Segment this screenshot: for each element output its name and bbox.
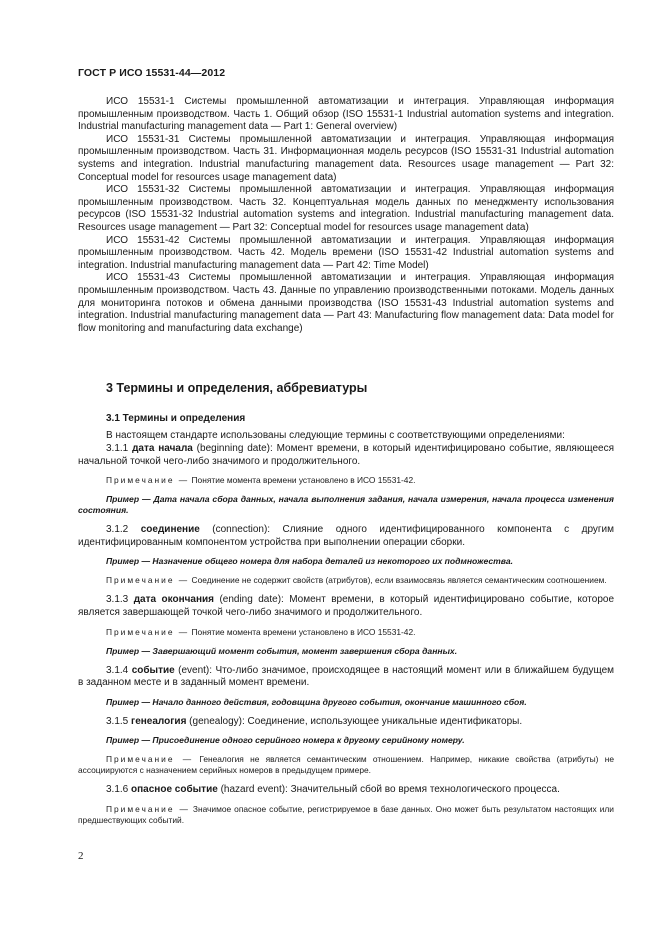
note-label: Примечание — [106, 626, 190, 637]
intro-paragraph: В настоящем стандарте использованы следующие термины с соответствующими определениями: [106, 430, 565, 442]
example: Пример — Присоединение одного серийного номера к другому серийному номеру. [106, 735, 465, 746]
term-definition: (beginning date): Момент времени, в который идентифицировано событие, являющееся начальной точкой чего-либо значимого и продолжительного. [78, 443, 614, 467]
document-body [78, 96, 614, 834]
term-ending-date [78, 594, 614, 619]
term-number: 3.1.5 [106, 715, 129, 727]
note-text: Значимое опасное событие, регистрируемое в базе данных. Оно может быть результатом настоящих или предшествующих событий. [78, 804, 614, 825]
term-beginning-date [78, 443, 614, 468]
reference-item: ИСО 15531-32 Системы промышленной автоматизации и интеграция. Управляющая информация промышленным производством. Часть 32. Концептуальная модель данных по менеджменту использования ресурсов (ISO 15531-32 Industrial automation systems and integration. Industrial manufacturing management data. Resources usage management — Part 32: Conceptual model for resources usage management data) [78, 184, 614, 233]
note-label: Примечание — [106, 804, 190, 814]
note [78, 627, 614, 638]
note-text: Понятие момента времени установлено в ИСО 15531-42. [189, 626, 416, 637]
term-number: 3.1.6 [106, 784, 129, 796]
term-number: 3.1.2 [106, 524, 129, 536]
term-definition: (connection): Слияние одного идентифицированного компонента с другим идентифицированным компонентом устройства при выполнении операции сборки. [78, 524, 614, 548]
note-label: Примечание — [106, 575, 190, 586]
term-name: дата начала [132, 443, 193, 455]
reference-item: ИСО 15531-42 Системы промышленной автоматизации и интеграция. Управляющая информация промышленным производством. Часть 42. Модель времени (ISO 15531-42 Industrial automation systems and integration. Industrial manufacturing management data — Part 42: Time Model) [78, 234, 614, 271]
term-name: генеалогия [131, 715, 187, 727]
term-number: 3.1.1 [106, 443, 129, 455]
term-genealogy [78, 716, 614, 729]
term-definition: (hazard event): Значительный сбой во время технологического процесса. [217, 784, 560, 796]
term-name: событие [131, 664, 175, 676]
subsection-heading: 3.1 Термины и определения [106, 412, 246, 424]
term-name: опасное событие [131, 784, 218, 796]
reference-item: ИСО 15531-31 Системы промышленной автоматизации и интеграция. Управляющая информация промышленным производством. Часть 31. Информационная модель ресурсов (ISO 15531-31 Industrial automation systems and integration. Industrial manufacturing management data. Resources usage management — Part 32: Conceptual model for resources usage management data) [78, 133, 614, 183]
note-text: Генеалогия не является семантическим отношением. Например, никакие свойства (атрибуты) не ассоциируются с назначением серийных номеров в предыдущем примере. [78, 754, 614, 776]
example: Пример — Назначение общего номера для набора деталей из некоторого их подмножества. [106, 556, 514, 567]
term-connection [78, 524, 614, 549]
term-hazard-event [78, 784, 614, 797]
document-header: ГОСТ Р ИСО 15531-44—2012 [78, 67, 226, 79]
page-number: 2 [78, 850, 84, 862]
note [78, 754, 614, 776]
term-name: дата окончания [133, 594, 215, 606]
note-label: Примечание — [106, 754, 194, 765]
example: Пример — Начало данного действия, годовщина другого события, окончание машинного сбоя. [106, 696, 527, 707]
normative-references [78, 96, 614, 335]
note [78, 475, 614, 486]
term-definition: (ending date): Момент времени, в который идентифицировано событие, которое является завершающей точкой чего-либо значимого и продолжительного. [78, 594, 615, 619]
example: Пример — Завершающий момент события, момент завершения сбора данных. [106, 645, 458, 656]
note-text: Соединение не содержит свойств (атрибутов), если взаимосвязь является семантическим соотношением. [189, 575, 607, 586]
term-number: 3.1.3 [106, 594, 129, 606]
section-heading: 3 Термины и определения, аббревиатуры [106, 381, 368, 396]
note [78, 575, 614, 586]
example: Пример — Дата начала сбора данных, начала выполнения задания, начала измерения, начала процесса изменения состояния. [78, 494, 614, 516]
term-event [78, 665, 614, 690]
note-label: Примечание — [106, 475, 190, 486]
term-name: соединение [140, 524, 200, 536]
term-number: 3.1.4 [106, 664, 129, 676]
term-definition: (genealogy): Соединение, использующее уникальные идентификаторы. [186, 715, 523, 727]
note [78, 804, 614, 826]
note-text: Понятие момента времени установлено в ИСО 15531-42. [189, 475, 416, 486]
reference-item: ИСО 15531-1 Системы промышленной автоматизации и интеграция. Управляющая информация промышленным производством. Часть 1. Общий обзор (ISO 15531-1 Industrial automation systems and integration. Industrial manufacturing management data — Part 1: General overview) [78, 96, 614, 133]
term-definition: (event): Что-либо значимое, происходящее в настоящий момент или в ближайшем будущем в заданном месте и в заданный момент времени. [78, 664, 615, 689]
reference-item: ИСО 15531-43 Системы промышленной автоматизации и интеграция. Управляющая информация промышленным производством. Часть 43. Данные по управлению производственными потоками. Модель данных для мониторинга потоков и обмена данными производства (ISO 15531-43 Industrial automation systems and integration. Industrial manufacturing management data — Part 43: Manufacturing flow management data: Data model for flow monitoring and manufacturing data exchange) [78, 272, 614, 334]
